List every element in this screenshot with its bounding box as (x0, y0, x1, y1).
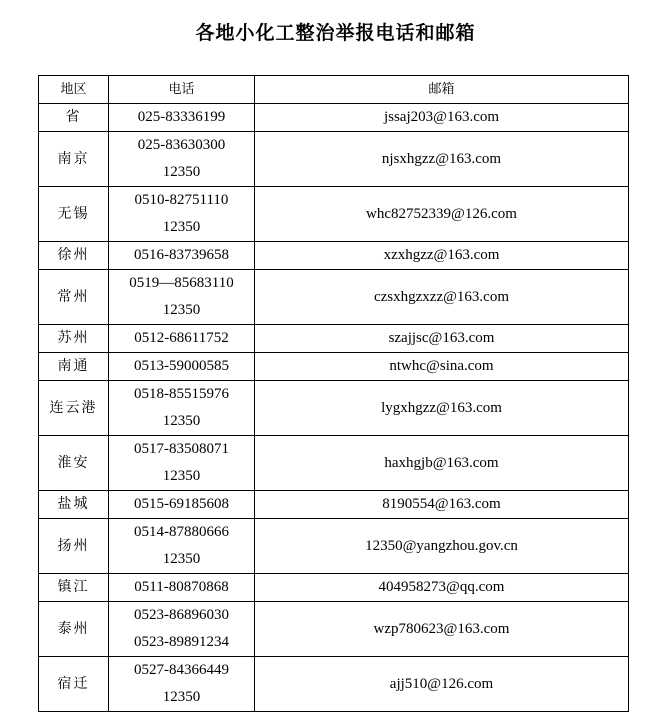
email-address: 404958273@qq.com (378, 579, 505, 595)
phone-number: 0514-87880666 (134, 524, 229, 540)
phone-cell (109, 187, 255, 242)
email-address: szajjsc@163.com (388, 330, 495, 346)
email-cell (255, 657, 629, 712)
email-address: wzp780623@163.com (373, 620, 510, 637)
phone-cell (109, 491, 255, 519)
region-cell: 南京 (39, 132, 109, 187)
email-cell (255, 325, 629, 353)
phone-number: 0523-86896030 (134, 607, 229, 623)
region-cell: 泰州 (39, 602, 109, 657)
region-cell: 常州 (39, 270, 109, 325)
email-cell (255, 381, 629, 436)
phone-number: 0515-69185608 (134, 496, 229, 512)
table-header-row (39, 76, 629, 104)
phone-number: 0516-83739658 (134, 247, 229, 263)
email-address: njsxhgzz@163.com (381, 150, 502, 167)
page-title: 各地小化工整治举报电话和邮箱 (195, 22, 476, 44)
phone-cell (109, 104, 255, 132)
phone-cell (109, 381, 255, 436)
table-row (39, 436, 629, 491)
email-cell (255, 491, 629, 519)
phone-number: 0513-59000585 (134, 358, 229, 374)
phone-number: 025-83336199 (137, 109, 226, 125)
phone-cell (109, 242, 255, 270)
email-address: haxhgjb@163.com (384, 454, 499, 471)
email-address: 12350@yangzhou.gov.cn (365, 537, 518, 554)
phone-number: 0510-82751110 (134, 192, 229, 208)
phone-cell (109, 353, 255, 381)
email-address: lygxhgzz@163.com (381, 399, 502, 416)
phone-cell (109, 657, 255, 712)
phone-cell (109, 602, 255, 657)
email-address: whc82752339@126.com (366, 205, 517, 222)
email-address: 8190554@163.com (382, 496, 501, 512)
phone-number: 12350 (162, 413, 201, 429)
region-cell: 连云港 (39, 381, 109, 436)
email-cell (255, 519, 629, 574)
header-phone: 电话 (109, 76, 255, 104)
header-region: 地区 (39, 76, 109, 104)
region-cell: 南通 (39, 353, 109, 381)
phone-number: 0512-68611752 (134, 330, 229, 346)
email-cell (255, 436, 629, 491)
phone-number: 12350 (162, 219, 201, 235)
email-cell (255, 602, 629, 657)
email-cell (255, 574, 629, 602)
region-cell: 淮安 (39, 436, 109, 491)
phone-number: 0518-85515976 (134, 386, 229, 402)
phone-number: 0527-84366449 (134, 662, 229, 678)
table-row (39, 104, 629, 132)
header-email: 邮箱 (255, 76, 629, 104)
phone-number: 025-83630300 (137, 137, 226, 153)
region-cell: 徐州 (39, 242, 109, 270)
table-row (39, 353, 629, 381)
phone-number: 12350 (162, 164, 201, 180)
email-cell (255, 132, 629, 187)
phone-number: 0517-83508071 (134, 441, 229, 457)
phone-number: 12350 (162, 468, 201, 484)
table-row (39, 657, 629, 712)
table-row (39, 132, 629, 187)
table-row (39, 325, 629, 353)
contact-table (38, 75, 629, 712)
table-row (39, 187, 629, 242)
region-cell: 扬州 (39, 519, 109, 574)
phone-number: 12350 (162, 302, 201, 318)
region-cell: 盐城 (39, 491, 109, 519)
email-address: xzxhgzz@163.com (383, 247, 500, 263)
email-cell (255, 353, 629, 381)
table-row (39, 491, 629, 519)
phone-cell (109, 270, 255, 325)
email-cell (255, 187, 629, 242)
region-cell: 苏州 (39, 325, 109, 353)
phone-number: 0519—85683110 (129, 275, 234, 291)
phone-cell (109, 436, 255, 491)
phone-number: 0523-89891234 (134, 634, 229, 650)
region-cell: 宿迁 (39, 657, 109, 712)
email-address: czsxhgzxzz@163.com (373, 288, 509, 305)
email-cell (255, 270, 629, 325)
email-address: ntwhc@sina.com (389, 358, 494, 374)
region-cell: 无锡 (39, 187, 109, 242)
phone-cell (109, 574, 255, 602)
email-cell (255, 242, 629, 270)
table-row (39, 519, 629, 574)
email-cell (255, 104, 629, 132)
phone-cell (109, 519, 255, 574)
email-address: ajj510@126.com (389, 675, 494, 692)
table-row (39, 270, 629, 325)
phone-number: 12350 (162, 551, 201, 567)
phone-number: 12350 (162, 689, 201, 705)
region-cell: 省 (39, 104, 109, 132)
phone-number: 0511-80870868 (134, 579, 229, 595)
region-cell: 镇江 (39, 574, 109, 602)
table-row (39, 242, 629, 270)
table-row (39, 381, 629, 436)
phone-cell (109, 325, 255, 353)
table-row (39, 602, 629, 657)
table-row (39, 574, 629, 602)
phone-cell (109, 132, 255, 187)
table-body (39, 104, 629, 712)
email-address: jssaj203@163.com (383, 109, 500, 125)
